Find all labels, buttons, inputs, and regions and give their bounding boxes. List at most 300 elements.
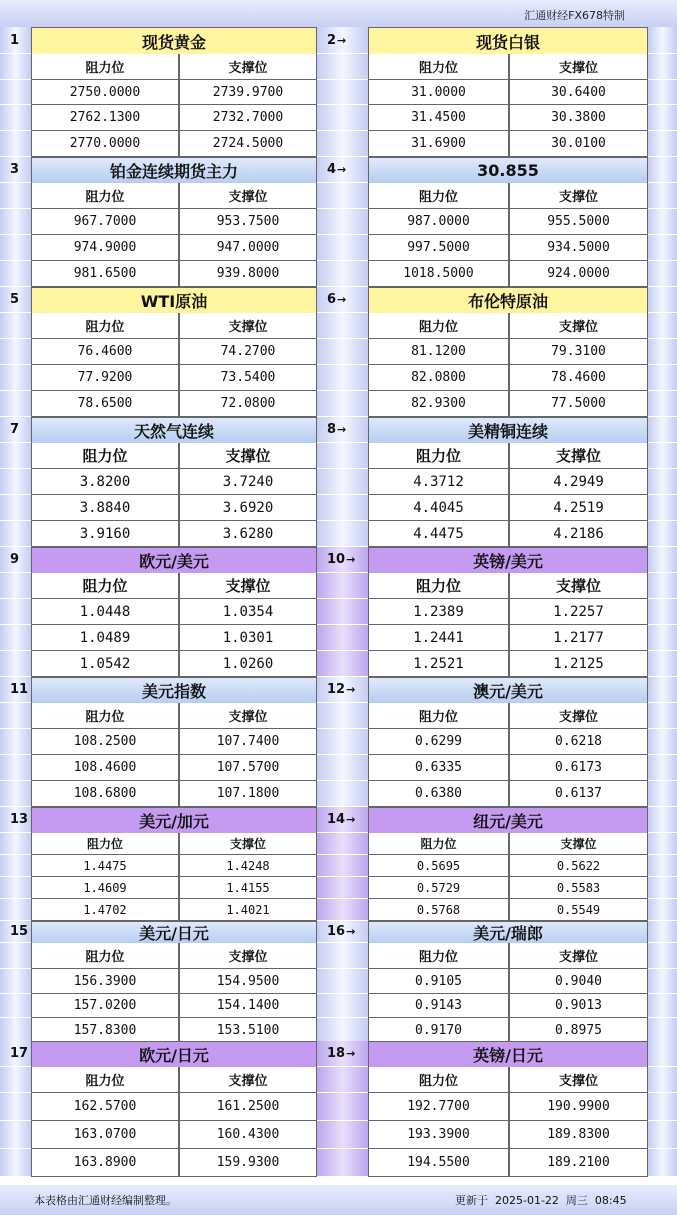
cell-text: 31.6900 (411, 136, 466, 151)
panel-title (368, 807, 648, 833)
support-value (179, 1093, 317, 1121)
row-gutter-right (648, 365, 677, 391)
cell-text: 美元指数 (141, 682, 206, 701)
row-gutter-middle (317, 209, 368, 235)
panel-number (0, 1041, 31, 1067)
resistance-header (31, 943, 179, 969)
cell-text: 3 (10, 162, 20, 177)
support-header (509, 943, 648, 969)
panel-title (31, 677, 317, 703)
row-gutter-right (648, 599, 677, 625)
row-gutter-middle (317, 391, 368, 417)
resistance-value (31, 599, 179, 625)
row-gutter-middle (317, 994, 368, 1018)
cell-text: 阻力位 (85, 61, 125, 76)
row-gutter-left (0, 833, 31, 855)
row-gutter-left (0, 1149, 31, 1177)
cell-text: 194.5500 (407, 1155, 470, 1170)
cell-text: 1.2389 (413, 603, 464, 620)
resistance-header (31, 54, 179, 80)
cell-text: 阻力位 (418, 1074, 458, 1089)
resistance-value (31, 521, 179, 547)
cell-text: 31.4500 (411, 110, 466, 125)
row-gutter-right (648, 651, 677, 677)
support-value (179, 729, 317, 755)
support-header (179, 183, 317, 209)
cell-text: 953.7500 (216, 214, 280, 229)
cell-text: 1.2125 (553, 655, 604, 672)
row-gutter-right (648, 209, 677, 235)
cell-text: 78.6500 (77, 396, 133, 411)
support-value (179, 1018, 317, 1043)
cell-text: 2770.0000 (69, 136, 141, 151)
row-gutter-right (648, 1093, 677, 1121)
resistance-value (31, 855, 179, 877)
update-time: 更新于 2025-01-22 周三 08:45 (455, 1194, 627, 1207)
cell-text: 支撑位 (558, 950, 598, 965)
cell-text: 0.5768 (416, 902, 461, 917)
cell-text: 现货黄金 (141, 32, 206, 52)
panel-number (317, 287, 368, 313)
cell-text: 阻力位 (418, 710, 458, 725)
row-gutter-right (648, 547, 677, 573)
right-arrow-icon: → (337, 163, 347, 176)
support-header (509, 573, 648, 599)
cell-text: 铂金连续期货主力 (109, 162, 238, 181)
row-gutter-right (648, 943, 677, 969)
cell-text: 2724.5000 (212, 136, 284, 151)
resistance-header (368, 703, 509, 729)
cell-text: 阻力位 (418, 61, 458, 76)
row-gutter-middle (317, 261, 368, 287)
cell-text: 4.2186 (553, 525, 604, 542)
resistance-value (31, 1018, 179, 1043)
right-arrow-icon: → (346, 683, 356, 696)
panel-title (368, 157, 648, 183)
resistance-value (31, 469, 179, 495)
cell-text: 11 (10, 682, 29, 697)
cell-text: 1.4248 (226, 858, 270, 873)
support-header (179, 443, 317, 469)
row-gutter-right (648, 469, 677, 495)
row-gutter-right (648, 1041, 677, 1067)
support-header (179, 313, 317, 339)
resistance-header (31, 573, 179, 599)
cell-text: 4.3712 (413, 473, 464, 490)
support-value (509, 209, 648, 235)
resistance-value (368, 469, 509, 495)
resistance-value (368, 729, 509, 755)
row-gutter-middle (317, 183, 368, 209)
support-header (509, 833, 648, 855)
cell-text: 支撑位 (555, 447, 601, 465)
row-gutter-right (648, 1067, 677, 1093)
cell-text: 156.3900 (73, 973, 137, 989)
resistance-value (368, 339, 509, 365)
support-value (179, 391, 317, 417)
row-gutter-middle (317, 781, 368, 807)
row-gutter-middle (317, 521, 368, 547)
cell-text: 981.6500 (73, 266, 137, 281)
cell-text: 78.4600 (551, 370, 606, 385)
panel-title (31, 547, 317, 573)
support-header (509, 183, 648, 209)
support-value (509, 729, 648, 755)
row-gutter-middle (317, 943, 368, 969)
support-value (509, 651, 648, 677)
cell-text: 82.9300 (411, 396, 466, 411)
resistance-value (368, 969, 509, 994)
cell-text: 3.8840 (79, 499, 131, 516)
support-value (509, 1149, 648, 1177)
cell-text: 997.5000 (407, 240, 470, 255)
resistance-value (31, 1093, 179, 1121)
cell-text: 1.4475 (83, 858, 127, 873)
panel-title (31, 1041, 317, 1067)
support-value (509, 625, 648, 651)
resistance-value (368, 1121, 509, 1149)
support-header (509, 703, 648, 729)
resistance-value (31, 1121, 179, 1149)
row-gutter-right (648, 755, 677, 781)
row-gutter-middle (317, 599, 368, 625)
cell-text: 18 (327, 1046, 346, 1061)
cell-text: 1018.5000 (403, 266, 474, 281)
cell-text: 支撑位 (228, 710, 268, 725)
cell-text: 189.2100 (547, 1155, 610, 1170)
resistance-value (31, 969, 179, 994)
panel-number (317, 417, 368, 443)
support-value (509, 131, 648, 157)
cell-text: 1.2441 (413, 629, 464, 646)
cell-text: 154.1400 (216, 998, 280, 1013)
cell-text: 4.4475 (413, 525, 464, 542)
support-value (509, 235, 648, 261)
row-gutter-middle (317, 131, 368, 157)
row-gutter-right (648, 781, 677, 807)
cell-text: 支撑位 (558, 61, 598, 76)
resistance-value (368, 625, 509, 651)
resistance-value (368, 755, 509, 781)
cell-text: 英镑/日元 (473, 1046, 543, 1065)
row-gutter-middle (317, 877, 368, 899)
support-value (179, 625, 317, 651)
top-banner (0, 0, 677, 27)
resistance-header (368, 183, 509, 209)
support-value (179, 495, 317, 521)
row-gutter-right (648, 921, 677, 943)
row-gutter-middle (317, 313, 368, 339)
support-value (509, 339, 648, 365)
cell-text: 30.6400 (551, 84, 606, 100)
panel-number (0, 157, 31, 183)
cell-text: 阻力位 (86, 837, 123, 851)
panel-title (368, 677, 648, 703)
row-gutter-right (648, 994, 677, 1018)
row-gutter-middle (317, 235, 368, 261)
cell-text: 15 (10, 924, 29, 939)
row-gutter-right (648, 391, 677, 417)
row-gutter-left (0, 521, 31, 547)
row-gutter-right (648, 80, 677, 105)
cell-text: 1.0542 (79, 655, 131, 672)
panel-title (368, 287, 648, 313)
cell-text: 支撑位 (228, 1074, 268, 1089)
support-value (509, 521, 648, 547)
row-gutter-left (0, 877, 31, 899)
cell-text: WTI原油 (140, 292, 208, 311)
support-value (509, 994, 648, 1018)
row-gutter-right (648, 495, 677, 521)
cell-text: 阻力位 (85, 1074, 125, 1089)
cell-text: 阻力位 (85, 320, 125, 335)
cell-text: 9 (10, 552, 20, 567)
row-gutter-left (0, 261, 31, 287)
panel-title (368, 547, 648, 573)
support-value (179, 521, 317, 547)
support-value (179, 80, 317, 105)
resistance-value (31, 261, 179, 287)
row-gutter-left (0, 469, 31, 495)
support-header (509, 443, 648, 469)
cell-text: 30.855 (477, 161, 539, 180)
row-gutter-right (648, 131, 677, 157)
row-gutter-middle (317, 899, 368, 921)
cell-text: 1.4021 (226, 902, 270, 917)
cell-text: 0.9143 (415, 998, 462, 1013)
cell-text: 1.2257 (553, 603, 604, 620)
support-header (179, 54, 317, 80)
row-gutter-left (0, 209, 31, 235)
row-gutter-right (648, 625, 677, 651)
resistance-value (368, 131, 509, 157)
cell-text: 108.6800 (73, 786, 137, 801)
row-gutter-right (648, 443, 677, 469)
cell-text: 1.0260 (222, 655, 274, 672)
resistance-header (31, 703, 179, 729)
right-arrow-icon: → (346, 1047, 356, 1060)
cell-text: 4.4045 (413, 499, 464, 516)
row-gutter-middle (317, 105, 368, 131)
panel-number (317, 157, 368, 183)
row-gutter-left (0, 943, 31, 969)
row-gutter-left (0, 391, 31, 417)
row-gutter-right (648, 313, 677, 339)
panel-number (317, 547, 368, 573)
resistance-value (368, 105, 509, 131)
support-value (179, 877, 317, 899)
panel-title (368, 1041, 648, 1067)
resistance-header (368, 1067, 509, 1093)
cell-text: 31.0000 (411, 84, 466, 100)
cell-text: 193.3900 (407, 1127, 470, 1142)
cell-text: 924.0000 (547, 266, 610, 281)
row-gutter-middle (317, 1018, 368, 1043)
cell-text: 支撑位 (225, 577, 271, 595)
cell-text: 159.9300 (216, 1155, 280, 1170)
cell-text: 10 (327, 552, 346, 567)
cell-text: 美精铜连续 (467, 422, 548, 441)
cell-text: 支撑位 (228, 950, 268, 965)
resistance-value (31, 877, 179, 899)
panel-number (0, 807, 31, 833)
cell-text: 支撑位 (229, 837, 266, 851)
support-value (179, 651, 317, 677)
resistance-value (31, 105, 179, 131)
resistance-value (31, 339, 179, 365)
panel-number (0, 417, 31, 443)
cell-text: 163.0700 (73, 1127, 137, 1142)
support-value (179, 755, 317, 781)
support-value (509, 877, 648, 899)
cell-text: 0.6380 (415, 786, 462, 801)
resistance-header (368, 313, 509, 339)
cell-text: 190.9900 (547, 1099, 610, 1114)
panel-number (317, 921, 368, 943)
cell-text: 16 (327, 924, 346, 939)
resistance-value (31, 131, 179, 157)
cell-text: 美元/加元 (139, 812, 209, 831)
row-gutter-left (0, 573, 31, 599)
row-gutter-middle (317, 443, 368, 469)
cell-text: 17 (10, 1046, 29, 1061)
resistance-value (31, 365, 179, 391)
row-gutter-middle (317, 969, 368, 994)
cell-text: 支撑位 (560, 837, 597, 851)
resistance-value (368, 209, 509, 235)
cell-text: 1.0301 (222, 629, 274, 646)
panel-title (368, 417, 648, 443)
panel-title (31, 921, 317, 943)
cell-text: 955.5000 (547, 214, 610, 229)
support-value (509, 469, 648, 495)
row-gutter-right (648, 969, 677, 994)
support-header (509, 1067, 648, 1093)
row-gutter-left (0, 443, 31, 469)
support-value (179, 599, 317, 625)
row-gutter-middle (317, 625, 368, 651)
row-gutter-right (648, 1149, 677, 1177)
cell-text: 934.5000 (547, 240, 610, 255)
row-gutter-left (0, 625, 31, 651)
panel-title (31, 807, 317, 833)
cell-text: 支撑位 (228, 190, 268, 205)
support-header (509, 54, 648, 80)
resistance-value (368, 235, 509, 261)
cell-text: 974.9000 (73, 240, 137, 255)
resistance-value (368, 495, 509, 521)
cell-text: 192.7700 (407, 1099, 470, 1114)
cell-text: 30.3800 (551, 110, 606, 125)
resistance-value (368, 80, 509, 105)
support-value (509, 105, 648, 131)
support-value (509, 261, 648, 287)
resistance-value (31, 625, 179, 651)
row-gutter-right (648, 1121, 677, 1149)
panel-number (0, 547, 31, 573)
panel-number (0, 921, 31, 943)
support-value (179, 969, 317, 994)
row-gutter-left (0, 899, 31, 921)
cell-text: 0.5729 (416, 880, 461, 895)
resistance-header (31, 443, 179, 469)
cell-text: 纽元/美元 (473, 812, 543, 831)
row-gutter-right (648, 235, 677, 261)
cell-text: 阻力位 (85, 950, 125, 965)
cell-text: 0.5583 (556, 880, 601, 895)
row-gutter-left (0, 183, 31, 209)
cell-text: 81.1200 (411, 344, 466, 359)
cell-text: 3.6920 (222, 499, 274, 516)
resistance-value (31, 651, 179, 677)
support-header (179, 1067, 317, 1093)
row-gutter-left (0, 495, 31, 521)
cell-text: 阻力位 (85, 710, 125, 725)
right-arrow-icon: → (337, 293, 347, 306)
cell-text: 154.9500 (216, 973, 280, 989)
support-value (179, 899, 317, 921)
cell-text: 162.5700 (73, 1099, 137, 1114)
panel-number (317, 1041, 368, 1067)
row-gutter-middle (317, 651, 368, 677)
cell-text: 107.5700 (216, 760, 280, 775)
cell-text: 支撑位 (558, 320, 598, 335)
support-value (179, 855, 317, 877)
cell-text: 108.4600 (73, 760, 137, 775)
row-gutter-right (648, 833, 677, 855)
row-gutter-middle (317, 833, 368, 855)
row-gutter-left (0, 651, 31, 677)
cell-text: 0.9105 (415, 973, 462, 989)
row-gutter-right (648, 877, 677, 899)
row-gutter-right (648, 521, 677, 547)
cell-text: 157.8300 (73, 1022, 137, 1038)
resistance-header (31, 1067, 179, 1093)
row-gutter-left (0, 969, 31, 994)
cell-text: 0.6335 (415, 760, 462, 775)
support-value (509, 755, 648, 781)
cell-text: 939.8000 (216, 266, 280, 281)
cell-text: 0.5549 (556, 902, 601, 917)
cell-text: 阻力位 (82, 577, 128, 595)
resistance-header (368, 54, 509, 80)
row-gutter-middle (317, 855, 368, 877)
row-gutter-left (0, 131, 31, 157)
resistance-value (368, 1093, 509, 1121)
cell-text: 4.2519 (553, 499, 604, 516)
cell-text: 160.4300 (216, 1127, 280, 1142)
row-gutter-left (0, 365, 31, 391)
cell-text: 1.2177 (553, 629, 604, 646)
resistance-value (31, 209, 179, 235)
support-value (179, 1149, 317, 1177)
row-gutter-left (0, 755, 31, 781)
panel-number (317, 677, 368, 703)
row-gutter-left (0, 729, 31, 755)
row-gutter-middle (317, 1149, 368, 1177)
resistance-value (368, 521, 509, 547)
resistance-value (368, 781, 509, 807)
support-value (509, 1018, 648, 1043)
cell-text: 0.5622 (556, 858, 601, 873)
row-gutter-middle (317, 1093, 368, 1121)
cell-text: 72.0800 (220, 396, 276, 411)
cell-text: 13 (10, 812, 29, 827)
row-gutter-left (0, 54, 31, 80)
cell-text: 108.2500 (73, 734, 137, 749)
cell-text: 1.2521 (413, 655, 464, 672)
cell-text: 77.9200 (77, 370, 133, 385)
